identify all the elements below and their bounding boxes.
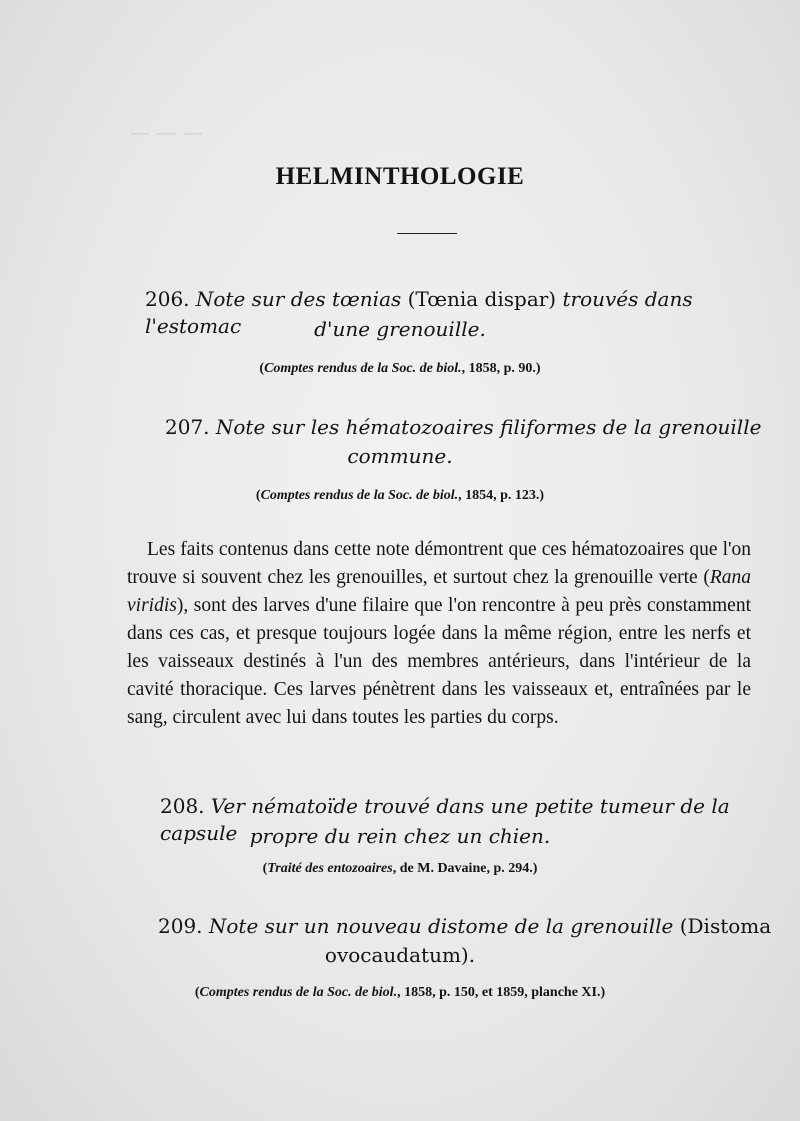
entry-208-title-line2: propre du rein chez un chien. bbox=[249, 824, 551, 848]
entry-209-title bbox=[158, 913, 778, 940]
entry-207-paragraph bbox=[127, 536, 751, 732]
entry-207-title-line2: commune. bbox=[347, 444, 453, 468]
ref-source: Comptes rendus de la Soc. de biol. bbox=[264, 361, 462, 376]
ref-source: Comptes rendus de la Soc. de biol. bbox=[260, 488, 459, 503]
entry-title-roman: (Tœnia dispar) bbox=[407, 287, 557, 311]
species-name: Rana viridis bbox=[127, 567, 751, 616]
ref-source: Traité des entozoaires bbox=[267, 861, 393, 876]
ref-open: ( bbox=[255, 488, 261, 503]
ref-details: , 1854, p. 123.) bbox=[458, 488, 545, 503]
entry-209-title-line2: ovocaudatum). bbox=[324, 943, 476, 967]
entry-207-title bbox=[165, 414, 765, 441]
entry-206-reference bbox=[0, 361, 800, 377]
entry-number: 207. bbox=[165, 415, 210, 439]
ref-source: Comptes rendus de la Soc. de biol. bbox=[199, 985, 398, 1000]
ref-details: , 1858, p. 90.) bbox=[461, 361, 541, 376]
entry-title-italic: Note sur un nouveau distome de la grenouille bbox=[208, 914, 674, 938]
paragraph-text: Les faits contenus dans cette note démontrent que ces hématozoaires que l'on trouve si souvent chez les grenouilles, et surtout chez la grenouille verte ( bbox=[127, 539, 751, 588]
entry-208-reference bbox=[0, 861, 800, 877]
show-through-decoration: — — — bbox=[130, 120, 203, 144]
entry-title-italic: Note sur les hématozoaires filiformes de la grenouille bbox=[215, 415, 762, 439]
entry-number: 208. bbox=[160, 794, 205, 818]
title-rule bbox=[397, 233, 457, 234]
entry-title-italic: trouvés dans l'estomac bbox=[145, 287, 693, 338]
entry-number: 206. bbox=[145, 287, 190, 311]
entry-title-italic: Note sur des tœnias bbox=[195, 287, 402, 311]
entry-209-reference bbox=[0, 985, 800, 1001]
ref-details: , 1858, p. 150, et 1859, planche XI.) bbox=[397, 985, 606, 1000]
section-title: HELMINTHOLOGIE bbox=[275, 163, 525, 190]
entry-number: 209. bbox=[158, 914, 203, 938]
entry-206-title-line2: d'une grenouille. bbox=[314, 317, 486, 341]
ref-details: , de M. Davaine, p. 294.) bbox=[392, 861, 538, 876]
ref-open: ( bbox=[259, 361, 265, 376]
entry-207-reference bbox=[0, 488, 800, 504]
ref-open: ( bbox=[194, 985, 200, 1000]
entry-title-italic: Ver nématoïde trouvé dans une petite tumeur de la capsule bbox=[160, 794, 730, 845]
ref-open: ( bbox=[262, 861, 268, 876]
entry-title-roman: (Distoma bbox=[679, 914, 772, 938]
paragraph-text: ), sont des larves d'une filaire que l'on rencontre à peu près constamment dans ces cas, et presque toujours logée dans la même région, entre les nerfs et les vaisseaux destinés à l'un des membres antérieurs, dans l'intérieur de la cavité thoracique. Ces larves pénètrent dans les vaisseaux et, entraînées par le sang, circulent avec lui dans toutes les parties du corps. bbox=[127, 595, 751, 728]
